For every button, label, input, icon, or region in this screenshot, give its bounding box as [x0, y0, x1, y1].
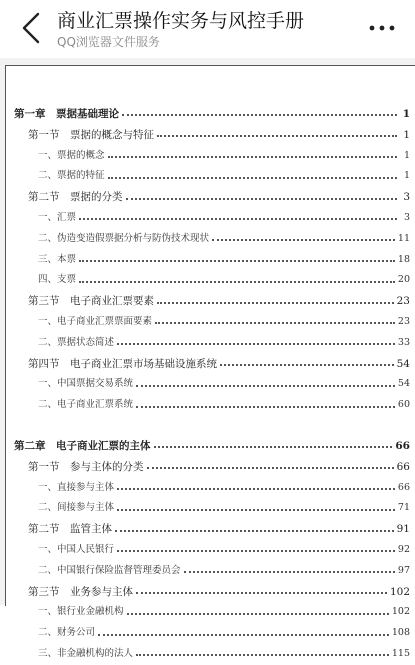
toc-entry-label: 一、汇票 [38, 211, 77, 223]
toc-item-entry[interactable] [6, 602, 410, 623]
toc-entry-page: 3 [403, 191, 410, 204]
toc-entry-page: 1 [403, 170, 410, 182]
toc-entry-label: 一、电子商业汇票票面要素 [38, 315, 153, 327]
toc-entry-label: 第一章 票据基础理论 [14, 108, 119, 120]
toc-entry-page: 102 [391, 606, 410, 618]
dot-leader [117, 343, 395, 345]
toc-entry-page: 66 [397, 481, 410, 493]
dot-leader [126, 198, 398, 200]
dot-leader [79, 260, 395, 262]
toc-entry-page: 91 [396, 523, 410, 536]
toc-item-entry[interactable] [6, 208, 410, 229]
toc-item-entry[interactable] [6, 146, 410, 167]
toc-section-entry[interactable] [6, 354, 410, 375]
dot-leader [136, 592, 387, 594]
toc-entry-page: 102 [389, 585, 410, 598]
document-subtitle: QQ浏览器文件服务 [57, 35, 160, 49]
toc-entry-page: 33 [397, 336, 410, 348]
toc-entry-label: 一、中国人民银行 [38, 543, 115, 555]
dot-leader [108, 156, 397, 158]
toc-entry-page: 71 [397, 502, 410, 514]
toc-section-entry[interactable] [6, 457, 410, 478]
toc-entry-label: 二、间接参与主体 [38, 502, 115, 514]
toc-item-entry[interactable] [6, 333, 410, 354]
toc-item-entry[interactable] [6, 623, 410, 644]
toc-entry-label: 三、本票 [38, 253, 77, 265]
dot-leader [79, 281, 395, 283]
toc-entry-label: 二、票据状态简述 [38, 336, 115, 348]
toc-entry-page: 23 [397, 315, 410, 327]
toc-entry-page: 54 [397, 378, 410, 390]
dot-leader [122, 114, 397, 116]
toc-entry-label: 一、票据的概念 [38, 149, 105, 161]
top-bar [0, 0, 415, 58]
toc-entry-page: 66 [396, 460, 410, 473]
toc-item-entry[interactable] [6, 498, 410, 519]
dot-leader [220, 364, 394, 366]
toc-entry-page: 11 [397, 232, 410, 244]
toc-entry-page: 23 [396, 295, 410, 308]
toc-item-entry[interactable] [6, 374, 410, 395]
toc-section-entry[interactable] [6, 187, 410, 208]
toc-item-entry[interactable] [6, 644, 410, 665]
more-dots-icon [364, 16, 400, 34]
toc-chapter-entry[interactable] [6, 104, 410, 125]
toc-entry-label: 第三节 业务参与主体 [28, 585, 133, 598]
toc-entry-label: 四、支票 [38, 274, 77, 286]
toc-entry-label: 二、票据的特征 [38, 170, 105, 182]
dot-leader [154, 446, 393, 448]
toc-entry-page: 60 [397, 399, 410, 411]
toc-entry-label: 一、直接参与主体 [38, 481, 115, 493]
dot-leader [115, 530, 394, 532]
toc-item-entry[interactable] [6, 166, 410, 187]
toc-item-entry[interactable] [6, 312, 410, 333]
toc-entry-page: 20 [397, 274, 410, 286]
toc-entry-label: 二、伪造变造假票据分析与防伪技术现状 [38, 232, 210, 244]
toc-entry-label: 第二节 票据的分类 [28, 191, 123, 204]
toc-entry-page: 18 [397, 253, 410, 265]
dot-leader [184, 571, 395, 573]
toc-item-entry[interactable] [6, 478, 410, 499]
dot-leader [136, 654, 389, 656]
toc-entry-page: 1 [403, 128, 410, 141]
document-page [5, 65, 415, 659]
toc-item-entry[interactable] [6, 229, 410, 250]
toc-item-entry[interactable] [6, 270, 410, 291]
toc-entry-page: 1 [403, 149, 410, 161]
toc-entry-page: 97 [397, 564, 410, 576]
toc-entry-page: 66 [395, 439, 410, 452]
dot-leader [212, 239, 395, 241]
dot-leader [136, 406, 395, 408]
dot-leader [117, 509, 395, 511]
toc-item-entry[interactable] [6, 395, 410, 416]
toc-entry-label: 三、非金融机构的法人 [38, 647, 134, 659]
back-button[interactable] [18, 10, 46, 46]
toc-section-entry[interactable] [6, 582, 410, 603]
dot-leader [127, 613, 389, 615]
toc-entry-label: 第四节 电子商业汇票市场基础设施系统 [28, 357, 217, 370]
toc-entry-label: 二、中国银行保险监督管理委员会 [38, 564, 181, 576]
toc-entry-label: 二、财务公司 [38, 627, 96, 639]
toc-entry-page: 3 [403, 211, 410, 223]
toc-entry-page: 92 [397, 543, 410, 555]
dot-leader [117, 488, 395, 490]
toc-entry-page: 108 [391, 627, 410, 639]
toc-chapter-entry[interactable] [6, 436, 410, 457]
dot-leader [147, 467, 394, 469]
chapter-gap [6, 416, 410, 436]
toc-entry-label: 第三节 电子商业汇票要素 [28, 295, 154, 308]
toc-section-entry[interactable] [6, 291, 410, 312]
toc-entry-label: 二、电子商业汇票系统 [38, 399, 134, 411]
dot-leader [136, 385, 395, 387]
toc-entry-label: 第二章 电子商业汇票的主体 [14, 439, 151, 452]
toc-entry-label: 第一节 参与主体的分类 [28, 460, 144, 473]
toc-section-entry[interactable] [6, 125, 410, 146]
toc-entry-page: 54 [396, 357, 410, 370]
chevron-left-icon [18, 10, 46, 46]
toc-entry-label: 第二节 监管主体 [28, 523, 112, 536]
dot-leader [117, 550, 395, 552]
more-button[interactable] [364, 16, 400, 34]
toc-item-entry[interactable] [6, 540, 410, 561]
dot-leader [79, 218, 397, 220]
toc-section-entry[interactable] [6, 519, 410, 540]
toc-entry-page: 1 [402, 108, 410, 120]
document-viewer[interactable] [0, 58, 415, 659]
toc-item-entry[interactable] [6, 561, 410, 582]
dot-leader [157, 302, 394, 304]
toc-entry-label: 一、中国票据交易系统 [38, 378, 134, 390]
dot-leader [98, 634, 389, 636]
dot-leader [108, 177, 397, 179]
table-of-contents [6, 104, 410, 665]
toc-entry-label: 第一节 票据的概念与特征 [28, 128, 154, 141]
dot-leader [155, 322, 395, 324]
toc-entry-label: 一、银行业金融机构 [38, 606, 124, 618]
dot-leader [157, 135, 397, 137]
toc-item-entry[interactable] [6, 250, 410, 271]
toc-entry-page: 115 [391, 647, 410, 659]
document-title: 商业汇票操作实务与风控手册 [57, 10, 305, 32]
